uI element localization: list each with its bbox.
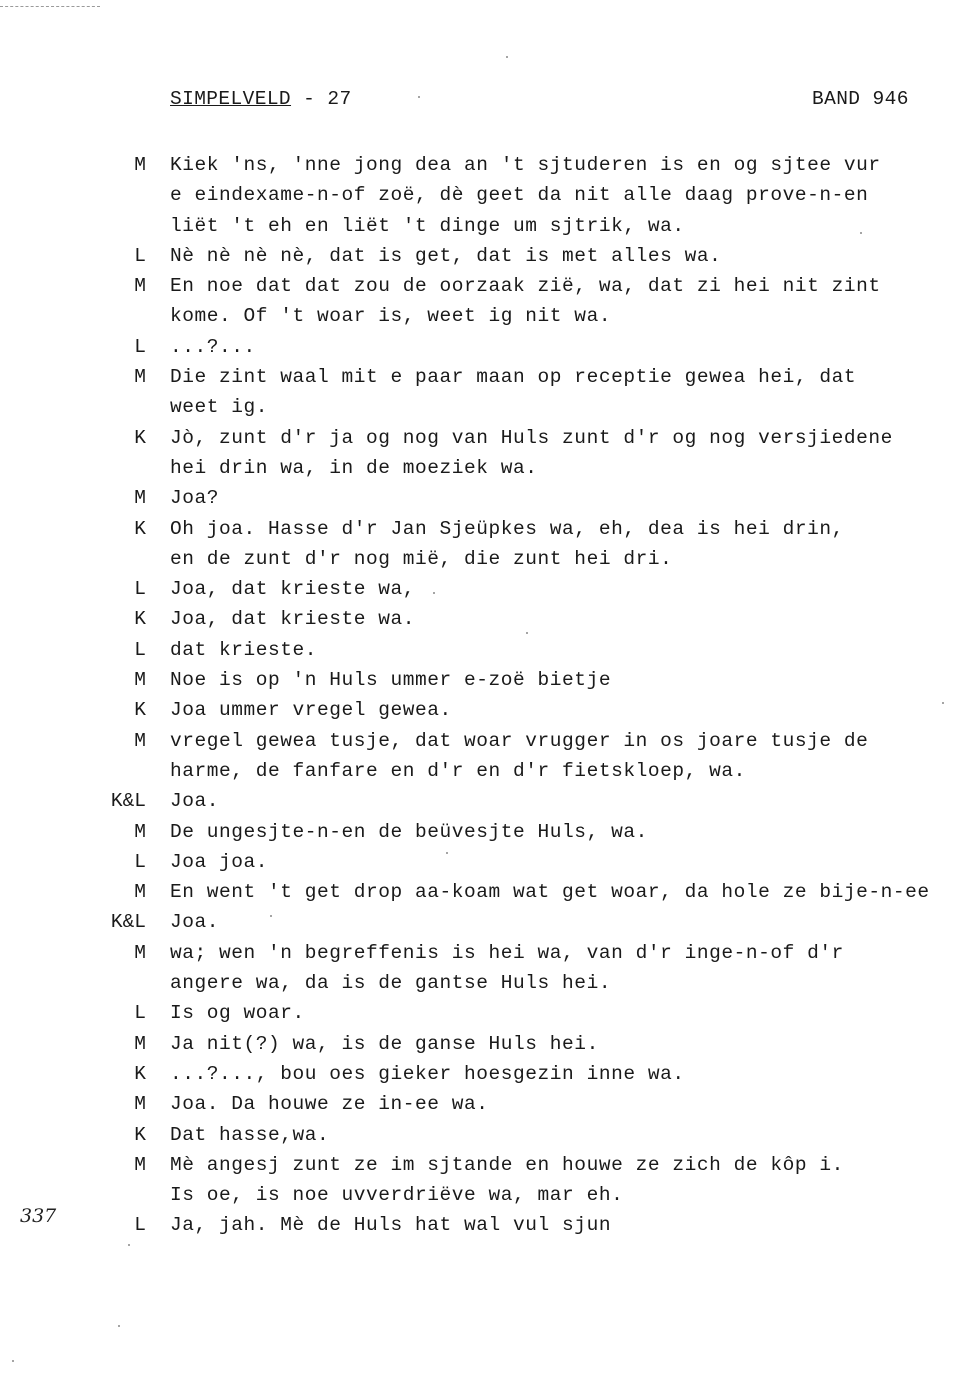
transcript-line — [0, 301, 973, 331]
transcript-line — [0, 1059, 973, 1089]
transcript-line — [0, 574, 973, 604]
line-text: Joa, dat krieste wa. — [170, 608, 416, 631]
paper-speck — [128, 1244, 130, 1246]
transcript-line — [0, 938, 973, 968]
line-text: Dat hasse,wa. — [170, 1123, 330, 1146]
band-label: BAND 946 — [812, 88, 909, 110]
speaker-label: L — [134, 578, 146, 601]
line-text: en de zunt d'r nog mië, die zunt hei dri. — [170, 547, 673, 570]
line-text: harme, de fanfare en d'r en d'r fietskloep, wa. — [170, 759, 746, 782]
speaker-label: L — [134, 1214, 146, 1237]
speaker-label: M — [134, 1093, 146, 1116]
line-text: e eindexame-n-of zoë, dè geet da nit alle daag prove-n-en — [170, 184, 869, 207]
transcript-line — [0, 1150, 973, 1180]
page-number: - 27 — [291, 88, 352, 110]
line-text: Mè angesj zunt ze im sjtande en houwe ze zich de kôp i. — [170, 1153, 844, 1176]
paper-speck — [418, 96, 420, 98]
speaker-label: K&L — [110, 911, 146, 934]
transcript-line — [0, 544, 973, 574]
transcript-line — [0, 150, 973, 180]
transcript-line — [0, 392, 973, 422]
speaker-label: M — [134, 366, 146, 389]
speaker-label: M — [134, 154, 146, 176]
speaker-label: M — [134, 820, 146, 843]
paper-speck — [270, 915, 272, 917]
line-text: Joa. — [170, 911, 220, 934]
transcript-line — [0, 1029, 973, 1059]
transcript-line — [0, 968, 973, 998]
transcript-line — [0, 726, 973, 756]
speaker-label: M — [134, 275, 146, 298]
line-text: Joa, dat krieste wa, — [170, 578, 416, 601]
paper-speck — [942, 702, 944, 704]
paper-speck — [12, 1360, 14, 1362]
transcript-line — [0, 847, 973, 877]
speaker-label: K — [134, 699, 146, 722]
line-text: ...?..., bou oes gieker hoesgezin inne wa. — [170, 1062, 685, 1085]
transcript-line — [0, 332, 973, 362]
transcript-line — [0, 998, 973, 1028]
line-text: Die zint waal mit e paar maan op receptie gewea hei, dat — [170, 366, 857, 389]
speaker-label: L — [134, 335, 146, 358]
transcript-line — [0, 453, 973, 483]
paper-speck — [433, 592, 435, 594]
transcript-line — [0, 786, 973, 816]
handwritten-margin-note: 337 — [20, 1205, 57, 1227]
speaker-label: L — [134, 1002, 146, 1025]
transcript-line — [0, 635, 973, 665]
transcript-line — [0, 514, 973, 544]
line-text: En noe dat dat zou de oorzaak zië, wa, dat zi hei nit zint — [170, 275, 881, 298]
line-text: angere wa, da is de gantse Huls hei. — [170, 972, 612, 995]
line-text: Nè nè nè nè, dat is get, dat is met alles wa. — [170, 244, 722, 267]
paper-speck — [446, 852, 448, 854]
line-text: Ja, jah. Mè de Huls hat wal vul sjun — [170, 1214, 612, 1237]
line-text: Is og woar. — [170, 1002, 305, 1025]
line-text: liët 't eh en liët 't dinge um sjtrik, wa. — [170, 214, 685, 237]
line-text: Jò, zunt d'r ja og nog van Huls zunt d'r og nog versjiedene — [170, 426, 893, 449]
transcript-line — [0, 211, 973, 241]
speaker-label: M — [134, 881, 146, 904]
transcript-line — [0, 604, 973, 634]
speaker-label: K — [134, 517, 146, 540]
transcript-line — [0, 1180, 973, 1210]
transcript-line — [0, 695, 973, 725]
transcript-line — [0, 483, 973, 513]
speaker-label: M — [134, 941, 146, 964]
transcript-line — [0, 756, 973, 786]
speaker-label: K — [134, 1062, 146, 1085]
paper-speck — [118, 1325, 120, 1327]
line-text: Oh joa. Hasse d'r Jan Sjeüpkes wa, eh, dea is hei drin, — [170, 517, 844, 540]
line-text: vregel gewea tusje, dat woar vrugger in os joare tusje de — [170, 729, 869, 752]
line-text: Joa. Da houwe ze in-ee wa. — [170, 1093, 489, 1116]
transcript-line — [0, 907, 973, 937]
transcript-line — [0, 817, 973, 847]
speaker-label: M — [134, 1153, 146, 1176]
page-header-title — [170, 88, 352, 110]
line-text: weet ig. — [170, 396, 269, 419]
speaker-label: M — [134, 729, 146, 752]
speaker-label: L — [134, 244, 146, 267]
transcript-line — [0, 1120, 973, 1150]
top-edge-rule — [0, 6, 100, 7]
transcript-line — [0, 180, 973, 210]
line-text: Is oe, is noe uvverdriëve wa, mar eh. — [170, 1184, 624, 1207]
paper-speck — [526, 632, 528, 634]
transcript-line — [0, 877, 973, 907]
line-text: wa; wen 'n begreffenis is hei wa, van d'r inge-n-of d'r — [170, 941, 844, 964]
transcript-line — [0, 665, 973, 695]
transcript-line — [0, 241, 973, 271]
speaker-label: M — [134, 1032, 146, 1055]
transcript-line — [0, 1210, 973, 1240]
line-text: Joa joa. — [170, 850, 269, 873]
paper-speck — [860, 232, 862, 234]
line-text: hei drin wa, in de moeziek wa. — [170, 456, 538, 479]
line-text: De ungesjte-n-en de beüvesjte Huls, wa. — [170, 820, 648, 843]
transcript-line — [0, 271, 973, 301]
speaker-label: K&L — [110, 790, 146, 813]
line-text: Joa? — [170, 487, 220, 510]
line-text: Noe is op 'n Huls ummer e-zoë bietje — [170, 669, 612, 692]
line-text: Kiek 'ns, 'nne jong dea an 't sjtuderen is en og sjtee vur — [170, 154, 881, 176]
paper-speck — [506, 56, 508, 58]
transcript-line — [0, 1089, 973, 1119]
transcript-line — [0, 423, 973, 453]
transcript-line — [0, 362, 973, 392]
speaker-label: M — [134, 487, 146, 510]
line-text: Joa ummer vregel gewea. — [170, 699, 452, 722]
line-text: Joa. — [170, 790, 220, 813]
transcript-lines — [0, 150, 973, 1241]
line-text: kome. Of 't woar is, weet ig nit wa. — [170, 305, 612, 328]
speaker-label: L — [134, 638, 146, 661]
place-name: SIMPELVELD — [170, 88, 292, 110]
speaker-label: K — [134, 426, 146, 449]
line-text: Ja nit(?) wa, is de ganse Huls hei. — [170, 1032, 599, 1055]
speaker-label: K — [134, 1123, 146, 1146]
speaker-label: L — [134, 850, 146, 873]
line-text: En went 't get drop aa-koam wat get woar, da hole ze bije-n-ee — [170, 881, 930, 904]
speaker-label: K — [134, 608, 146, 631]
speaker-label: M — [134, 669, 146, 692]
line-text: ...?... — [170, 335, 256, 358]
line-text: dat krieste. — [170, 638, 318, 661]
